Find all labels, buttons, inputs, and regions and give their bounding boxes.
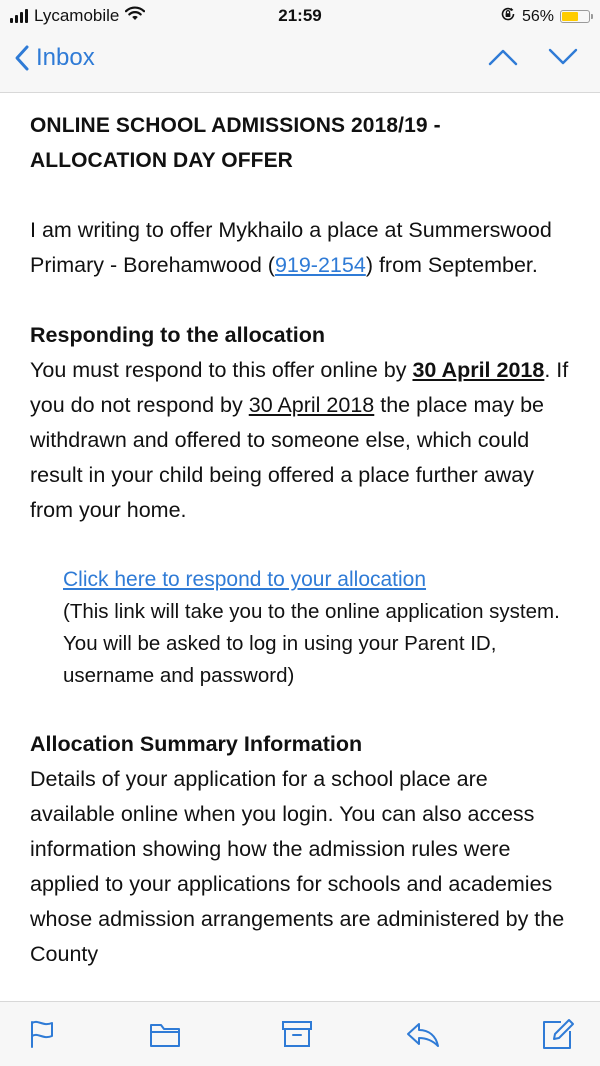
chevron-left-icon	[14, 44, 30, 72]
reply-button[interactable]	[405, 1016, 441, 1052]
intro-text-end: ) from September.	[365, 253, 538, 277]
compose-button[interactable]	[540, 1016, 576, 1052]
next-message-button[interactable]	[548, 48, 578, 66]
respond-allocation-link[interactable]: Click here to respond to your allocation	[63, 568, 427, 591]
previous-message-button[interactable]	[488, 48, 518, 66]
message-navigation	[488, 48, 578, 66]
subject-line-1: ONLINE SCHOOL ADMISSIONS 2018/19 -	[30, 114, 441, 137]
reply-icon	[405, 1020, 441, 1048]
flag-icon	[28, 1019, 56, 1049]
deadline-date[interactable]: 30 April 2018	[248, 393, 375, 417]
compose-icon	[541, 1017, 575, 1051]
status-bar	[0, 0, 600, 32]
email-subject	[30, 108, 575, 178]
responding-text-2: . If you do not respond by	[30, 358, 569, 417]
move-to-folder-button[interactable]	[147, 1016, 183, 1052]
subject-line-2: ALLOCATION DAY OFFER	[30, 149, 293, 172]
battery-icon	[560, 10, 590, 23]
respond-link-block	[63, 563, 575, 692]
summary-heading: Allocation Summary Information	[30, 732, 363, 756]
back-button[interactable]	[14, 44, 95, 72]
responding-paragraph	[30, 353, 575, 528]
intro-text: I am writing to offer Mykhailo a place at Summerswood Primary - Borehamwood (	[30, 218, 552, 277]
folder-icon	[149, 1020, 181, 1048]
back-label: Inbox	[36, 44, 95, 71]
status-time: 21:59	[278, 6, 322, 25]
status-right	[500, 6, 590, 27]
navigation-bar	[0, 32, 600, 93]
orientation-lock-icon	[500, 6, 516, 27]
deadline-date-bold[interactable]: 30 April 2018	[412, 358, 545, 382]
chevron-up-icon	[488, 48, 518, 66]
intro-paragraph	[30, 213, 575, 283]
respond-link-note: (This link will take you to the online application system. You will be asked to log in using your Parent ID, username and password)	[63, 600, 560, 687]
battery-fill	[562, 12, 578, 21]
chevron-down-icon	[548, 48, 578, 66]
archive-icon	[281, 1019, 313, 1049]
responding-heading: Responding to the allocation	[30, 323, 326, 347]
flag-button[interactable]	[24, 1016, 60, 1052]
responding-text-3: the place may be withdrawn and offered to someone else, which could result in your child being offered a place further away from your home.	[30, 393, 544, 522]
bottom-toolbar	[0, 1001, 600, 1066]
responding-text-1: You must respond to this offer online by	[30, 358, 413, 382]
school-code-link[interactable]: 919-2154	[274, 253, 366, 277]
email-body	[30, 92, 575, 1002]
battery-percent: 56%	[521, 7, 554, 25]
carrier-name: Lycamobile	[34, 6, 120, 25]
archive-button[interactable]	[279, 1016, 315, 1052]
summary-paragraph: Details of your application for a school place are available online when you login. You can also access information showing how the admission rules were applied to your applications for schools and academies whose admission arrangements are administered by the County	[30, 767, 565, 966]
